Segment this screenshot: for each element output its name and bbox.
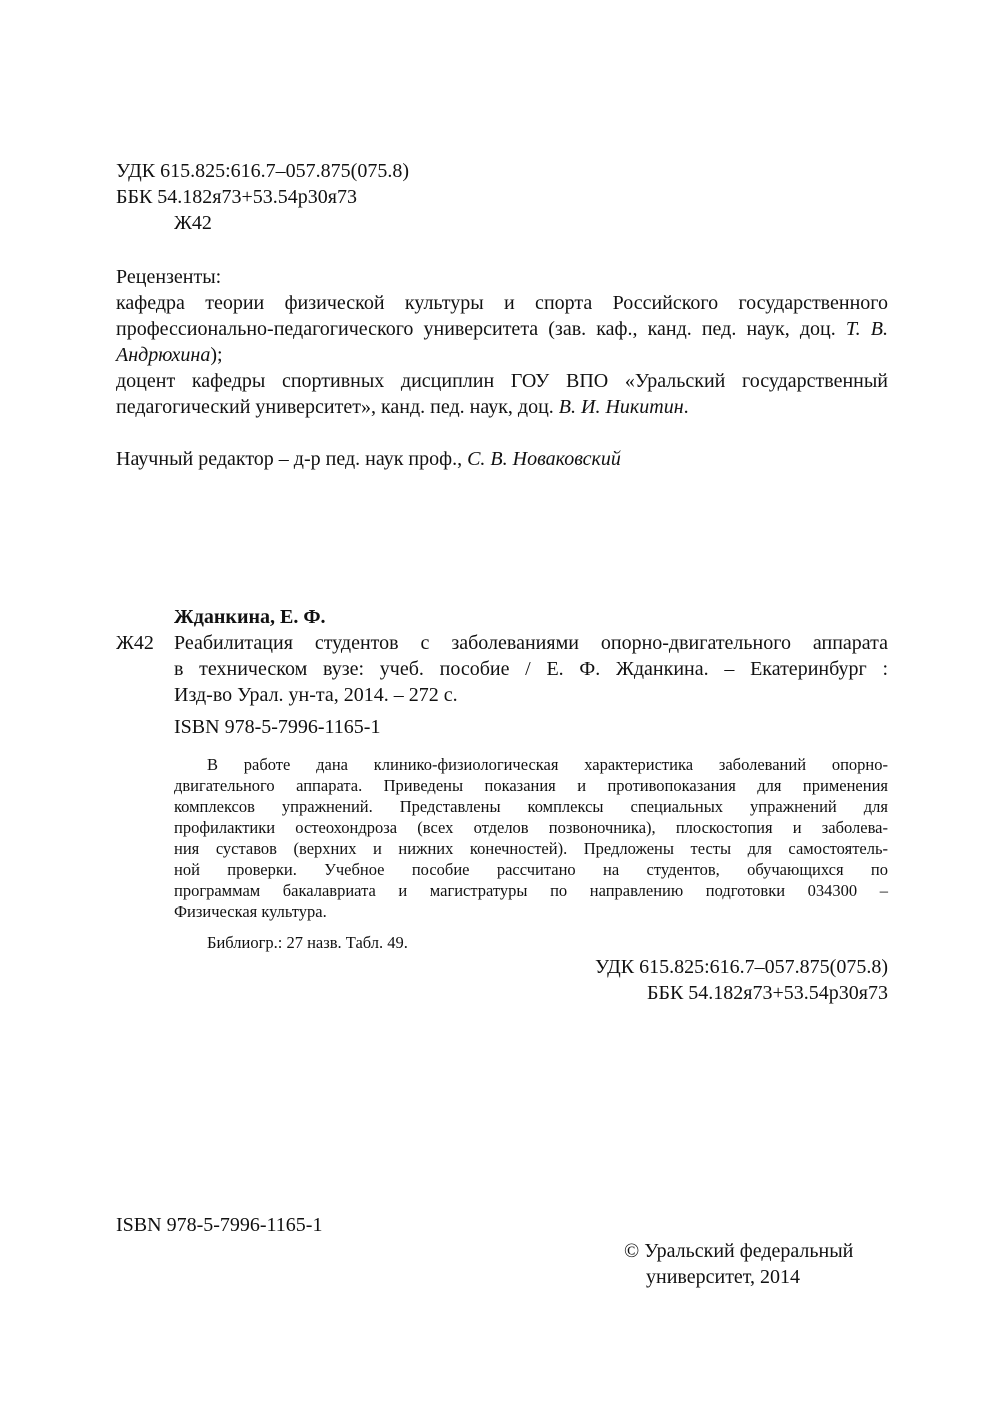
copyright-line: © Уральский федеральный bbox=[624, 1240, 854, 1262]
isbn-bottom: ISBN 978-5-7996-1165-1 bbox=[116, 1214, 323, 1236]
catalog-description-line: Реабилитация студентов с заболеваниями опорно-двигательного аппарата bbox=[174, 632, 888, 654]
reviewer-second bbox=[116, 368, 888, 420]
bbk-code-right: ББК 54.182я73+53.54р30я73 bbox=[647, 982, 888, 1004]
classification-codes bbox=[595, 954, 888, 1006]
editor-label: Научный редактор – д-р пед. наук проф., bbox=[116, 448, 463, 470]
catalog-author: Жданкина, Е. Ф. bbox=[174, 606, 326, 628]
abstract-line: комплексов упражнений. Представлены комплексы специальных упражнений для bbox=[174, 797, 888, 816]
reviewer-second-name: В. И. Никитин bbox=[558, 396, 684, 418]
author-mark: Ж42 bbox=[174, 212, 212, 234]
catalog-description-line: Изд-во Урал. ун-та, 2014. – 272 с. bbox=[174, 684, 458, 706]
reviewer-second-end: . bbox=[683, 396, 689, 418]
abstract-line: программам бакалавриата и магистратуры по направлению подготовки 034300 – bbox=[174, 881, 888, 900]
copyright-notice bbox=[624, 1238, 853, 1290]
bbk-code: ББК 54.182я73+53.54р30я73 bbox=[116, 186, 357, 208]
abstract-line: профилактики остеохондроза (всех отделов позвоночника), плоскостопия и заболева- bbox=[174, 818, 888, 837]
abstract-line: В работе дана клинико-физиологическая характеристика заболеваний опорно- bbox=[207, 755, 888, 774]
catalog-isbn: ISBN 978-5-7996-1165-1 bbox=[174, 716, 381, 738]
udk-code-right: УДК 615.825:616.7–057.875(075.8) bbox=[595, 956, 888, 978]
reviewer-first bbox=[116, 290, 888, 368]
udk-code: УДК 615.825:616.7–057.875(075.8) bbox=[116, 160, 409, 182]
reviewer-first-text: кафедра теории физической культуры и спорта Российского государственного профессионально-педагогического университета (зав. каф., канд. пед. наук, доц. bbox=[116, 292, 888, 340]
abstract-line: двигательного аппарата. Приведены показания и противопоказания для применения bbox=[174, 776, 888, 795]
editor-name: С. В. Новаковский bbox=[467, 448, 621, 470]
reviewer-first-name: Т. В. Андрюхина bbox=[116, 318, 888, 366]
bibliography-note: Библиогр.: 27 назв. Табл. 49. bbox=[207, 933, 408, 952]
abstract-line: ной проверки. Учебное пособие рассчитано на студентов, обучающихся по bbox=[174, 860, 888, 879]
abstract bbox=[174, 754, 888, 922]
reviewers-heading: Рецензенты: bbox=[116, 266, 222, 288]
copyright-line: университет, 2014 bbox=[646, 1266, 801, 1288]
catalog-description-line: в техническом вузе: учеб. пособие / Е. Ф. Жданкина. – Екатеринбург : bbox=[174, 658, 888, 680]
abstract-line: Физическая культура. bbox=[174, 902, 327, 921]
catalog-code: Ж42 bbox=[116, 632, 154, 654]
reviewer-first-close: ); bbox=[210, 344, 223, 366]
reviewer-second-text: доцент кафедры спортивных дисциплин ГОУ ВПО «Уральский государственный педагогический университет», канд. пед. наук, доц. bbox=[116, 370, 888, 418]
catalog-description bbox=[174, 630, 888, 708]
abstract-line: ния суставов (верхних и нижних конечностей). Предложены тесты для самостоятель- bbox=[174, 839, 888, 858]
scientific-editor bbox=[116, 446, 621, 472]
